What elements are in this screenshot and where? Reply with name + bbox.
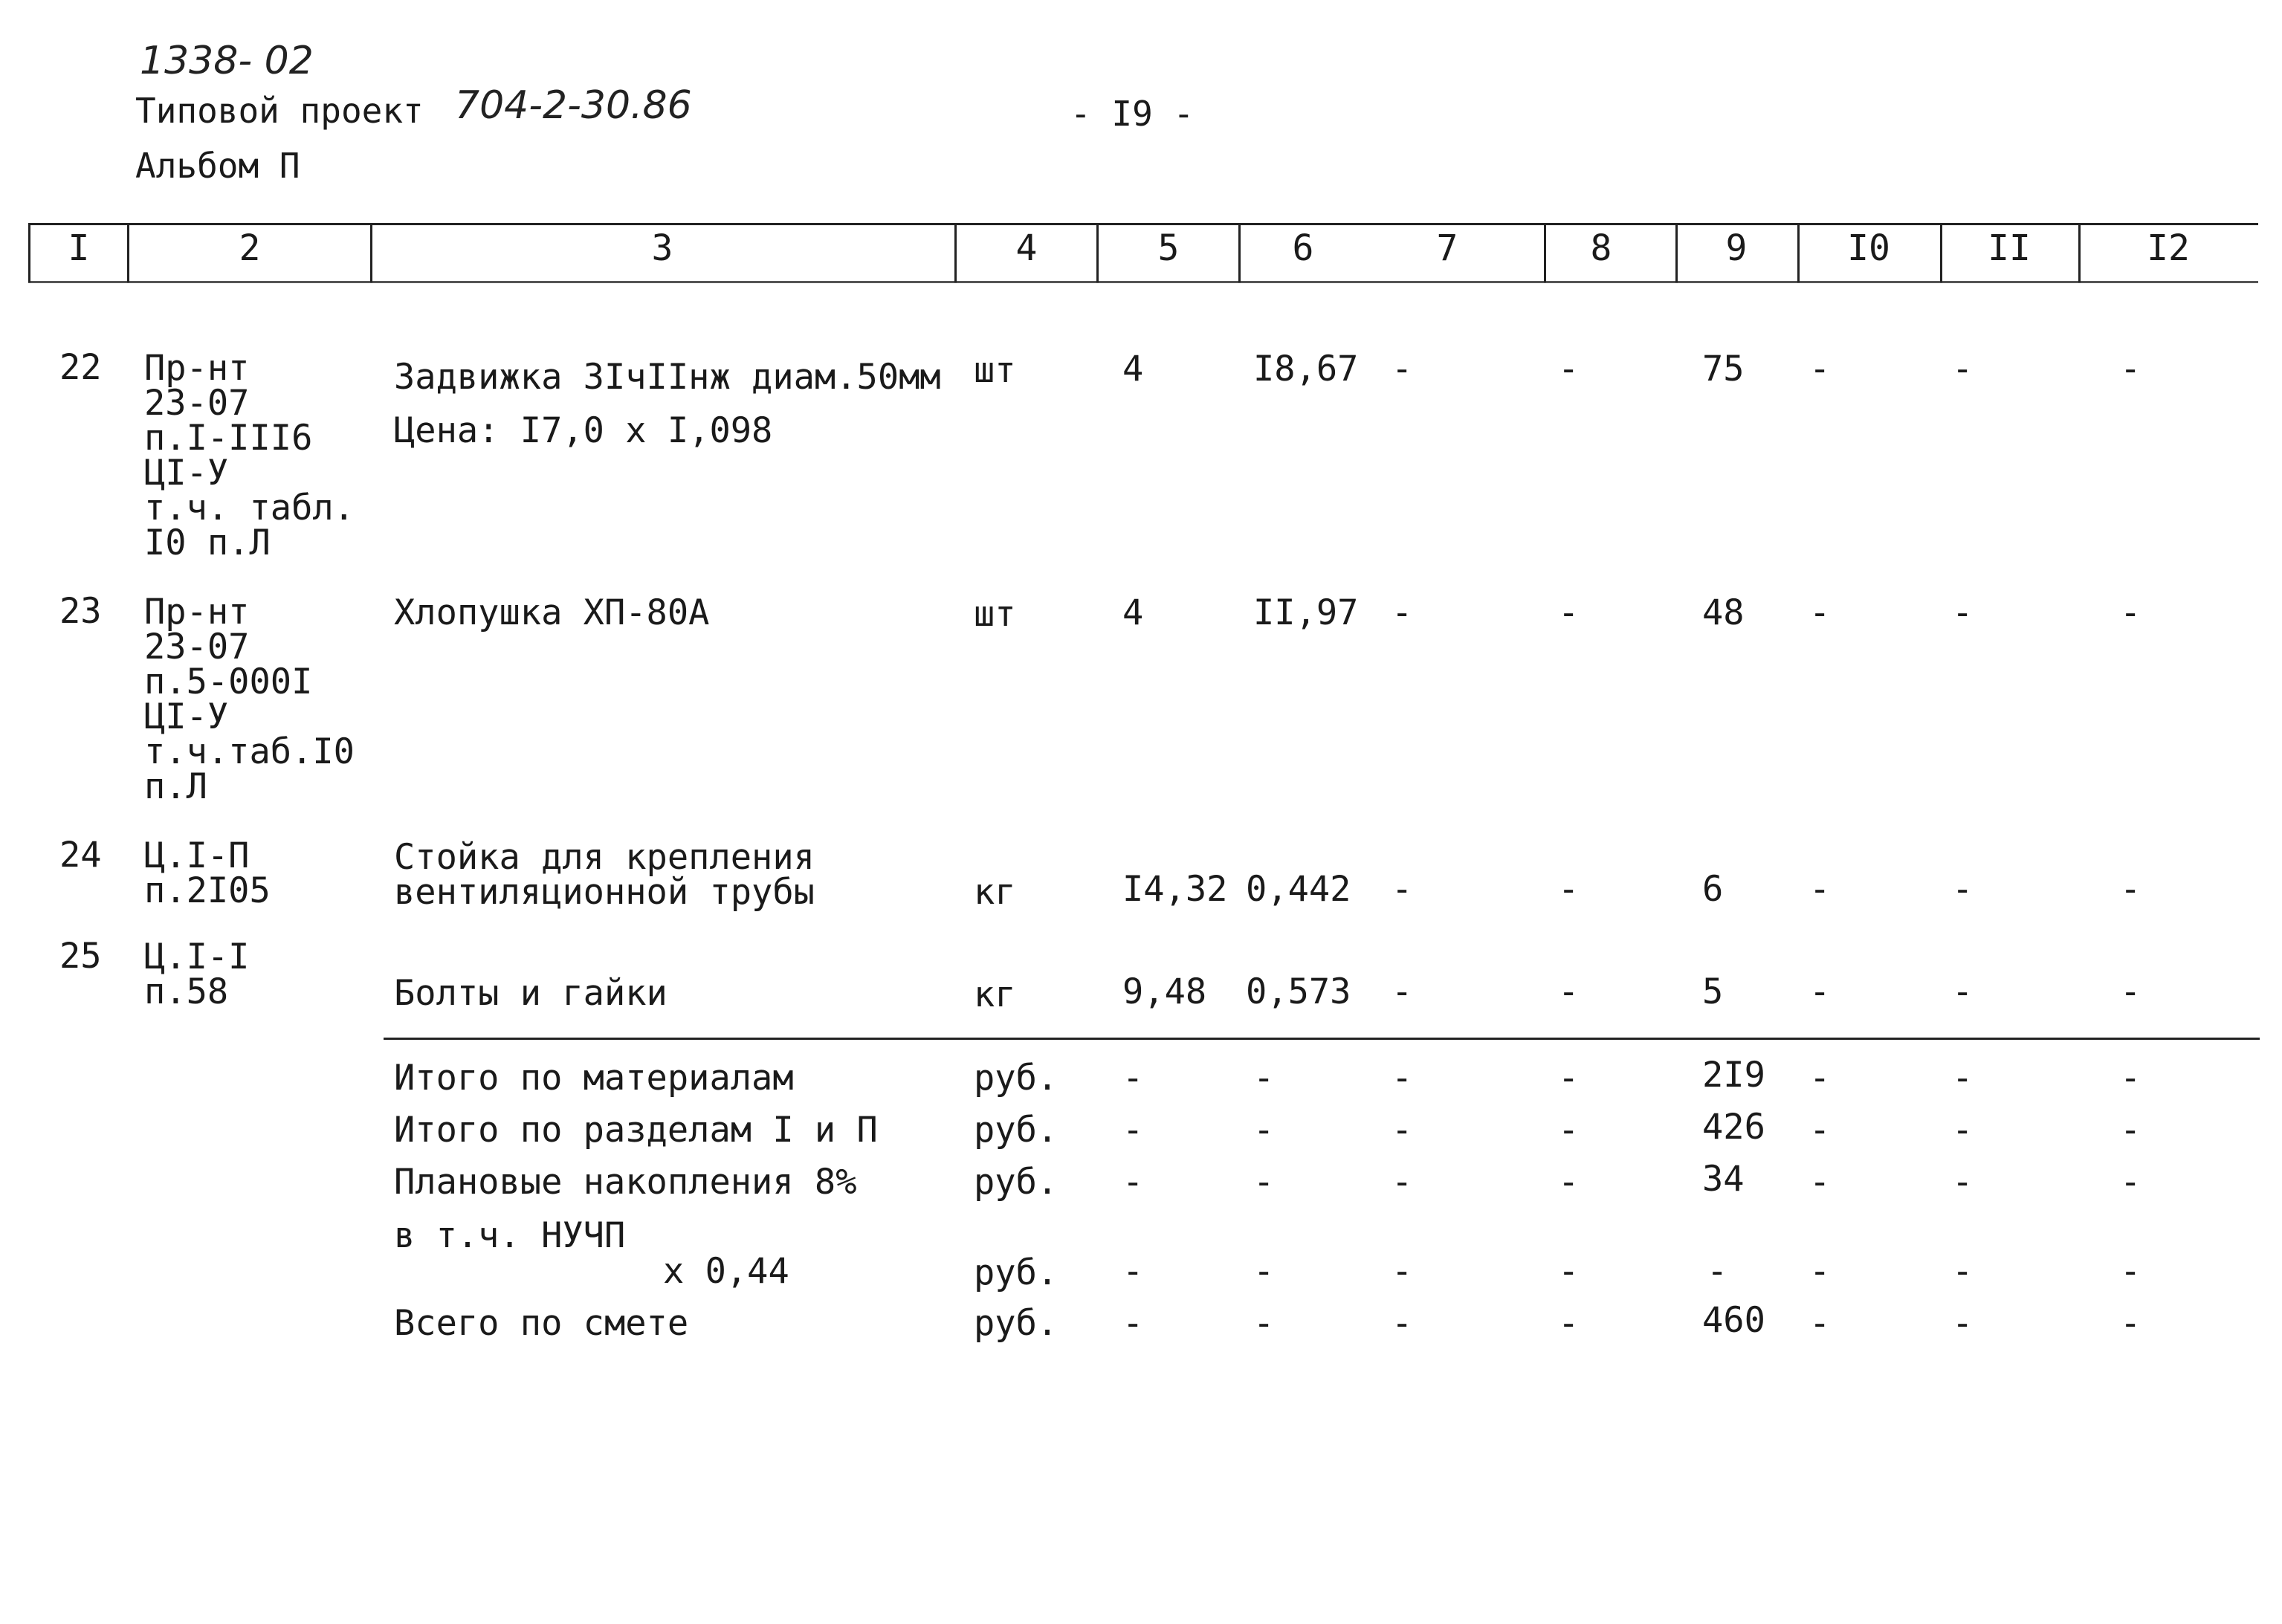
column-number: 2: [239, 227, 261, 269]
row-col11: -: [1952, 971, 1974, 1012]
row-unit: кг: [974, 974, 1016, 1015]
column-number: II: [1988, 227, 2031, 269]
total-col12: -: [2120, 1162, 2142, 1203]
total-col10: -: [1809, 1303, 1831, 1344]
total-col12: -: [2120, 1058, 2142, 1099]
total-unit: руб.: [974, 1252, 1058, 1293]
total-col5: -: [1122, 1058, 1144, 1099]
row-name: Хлопушка ХП-80А: [394, 592, 710, 633]
row-number: 24: [59, 835, 102, 876]
row-col8: -: [1558, 592, 1580, 633]
row-col12: -: [2120, 349, 2142, 389]
row-col5: 4: [1122, 592, 1144, 633]
row-reference: Ц.I-I п.58: [144, 936, 250, 1012]
total-unit: руб.: [974, 1058, 1058, 1099]
total-name: Всего по смете: [394, 1303, 689, 1344]
total-col9: -: [1707, 1251, 1728, 1292]
row-col12: -: [2120, 971, 2142, 1012]
total-col5: -: [1122, 1251, 1144, 1292]
row-number: 25: [59, 936, 102, 977]
row-col12: -: [2120, 592, 2142, 633]
row-col11: -: [1952, 349, 1974, 389]
row-col8: -: [1558, 971, 1580, 1012]
total-col5: -: [1122, 1110, 1144, 1151]
total-col10: -: [1809, 1251, 1831, 1292]
row-col11: -: [1952, 592, 1974, 633]
total-col10: -: [1809, 1110, 1831, 1151]
row-col8: -: [1558, 869, 1580, 910]
total-col7: -: [1391, 1058, 1413, 1099]
row-col11: -: [1952, 869, 1974, 910]
column-number: 9: [1725, 227, 1748, 269]
row-col7: -: [1391, 592, 1413, 633]
row-unit: шт: [974, 594, 1016, 635]
total-col7: -: [1391, 1251, 1413, 1292]
row-col10: -: [1809, 592, 1831, 633]
total-col7: -: [1391, 1162, 1413, 1203]
row-col6: 0,573: [1246, 971, 1351, 1012]
row-col9: 6: [1702, 869, 1724, 910]
column-number: 6: [1292, 227, 1314, 269]
total-col9: 426: [1702, 1107, 1765, 1148]
total-col6: -: [1253, 1162, 1275, 1203]
total-col8: -: [1558, 1303, 1580, 1344]
total-col9: 460: [1702, 1300, 1765, 1341]
total-col9: 34: [1702, 1159, 1745, 1200]
total-name: Итого по материалам: [394, 1058, 794, 1099]
row-name: Задвижка 3IчIIнж диам.50мм Цена: I7,0 х I,098: [394, 357, 941, 451]
total-col6: -: [1253, 1110, 1275, 1151]
total-col12: -: [2120, 1303, 2142, 1344]
project-label: Типовой проект: [135, 91, 424, 131]
total-col5: -: [1122, 1162, 1144, 1203]
row-col9: 5: [1702, 971, 1724, 1012]
row-name: Стойка для крепления вентиляционной трубы: [394, 837, 815, 913]
row-unit: кг: [974, 872, 1016, 913]
row-name: Болты и гайки: [394, 973, 668, 1014]
total-name: х 0,44: [663, 1251, 789, 1292]
row-col10: -: [1809, 869, 1831, 910]
total-col9: 2I9: [1702, 1055, 1765, 1096]
total-col8: -: [1558, 1251, 1580, 1292]
album-label: Альбом П: [135, 146, 300, 186]
total-unit: руб.: [974, 1162, 1058, 1203]
row-col6: 0,442: [1246, 869, 1351, 910]
row-col5: I4,32: [1122, 869, 1228, 910]
row-col6: I8,67: [1253, 349, 1359, 389]
total-col11: -: [1952, 1303, 1974, 1344]
total-col6: -: [1253, 1251, 1275, 1292]
row-col6: II,97: [1253, 592, 1359, 633]
header-top-rule: [28, 223, 2258, 225]
total-unit: руб.: [974, 1303, 1058, 1344]
total-col8: -: [1558, 1058, 1580, 1099]
total-col11: -: [1952, 1110, 1974, 1151]
column-number: 5: [1157, 227, 1180, 269]
column-number: I2: [2147, 227, 2190, 269]
row-unit: шт: [974, 350, 1016, 391]
row-col10: -: [1809, 971, 1831, 1012]
row-col8: -: [1558, 349, 1580, 389]
total-col12: -: [2120, 1251, 2142, 1292]
header-bottom-rule: [28, 281, 2258, 283]
total-col10: -: [1809, 1162, 1831, 1203]
total-unit: руб.: [974, 1110, 1058, 1151]
row-col9: 48: [1702, 592, 1745, 633]
column-number: I0: [1847, 227, 1890, 269]
row-reference: Пр-нт 23-07 п.5-000I ЦI-У т.ч.таб.I0 п.Л: [144, 592, 355, 807]
row-reference: Пр-нт 23-07 п.I-III6 ЦI-У т.ч. табл. I0 п.Л: [144, 348, 355, 563]
total-col6: -: [1253, 1058, 1275, 1099]
row-col9: 75: [1702, 349, 1745, 389]
column-number: 8: [1590, 227, 1612, 269]
row-col7: -: [1391, 971, 1413, 1012]
total-col12: -: [2120, 1110, 2142, 1151]
row-col5: 4: [1122, 349, 1144, 389]
row-number: 22: [59, 347, 102, 388]
total-col11: -: [1952, 1251, 1974, 1292]
total-col10: -: [1809, 1058, 1831, 1099]
row-reference: Ц.I-П п.2I05: [144, 835, 271, 911]
column-number: 7: [1436, 227, 1458, 269]
totals-rule: [384, 1038, 2260, 1040]
total-col7: -: [1391, 1110, 1413, 1151]
total-name: Итого по разделам I и П: [394, 1110, 878, 1151]
row-col5: 9,48: [1122, 971, 1207, 1012]
total-col8: -: [1558, 1162, 1580, 1203]
total-col5: -: [1122, 1303, 1144, 1344]
page-number: - I9 -: [1070, 94, 1195, 134]
column-number: 4: [1015, 227, 1038, 269]
row-col12: -: [2120, 869, 2142, 910]
column-number: 3: [651, 227, 673, 269]
total-col7: -: [1391, 1303, 1413, 1344]
total-col11: -: [1952, 1058, 1974, 1099]
total-col11: -: [1952, 1162, 1974, 1203]
row-col10: -: [1809, 349, 1831, 389]
total-name: Плановые накопления 8%: [394, 1162, 857, 1203]
row-col7: -: [1391, 349, 1413, 389]
row-col7: -: [1391, 869, 1413, 910]
total-name: в т.ч. НУЧП: [394, 1215, 626, 1256]
project-number: 704-2-30.86: [455, 83, 692, 128]
total-col6: -: [1253, 1303, 1275, 1344]
column-number: I: [68, 227, 90, 269]
total-col8: -: [1558, 1110, 1580, 1151]
handwritten-document-code: 1338- 02: [140, 39, 314, 83]
row-number: 23: [59, 591, 102, 632]
